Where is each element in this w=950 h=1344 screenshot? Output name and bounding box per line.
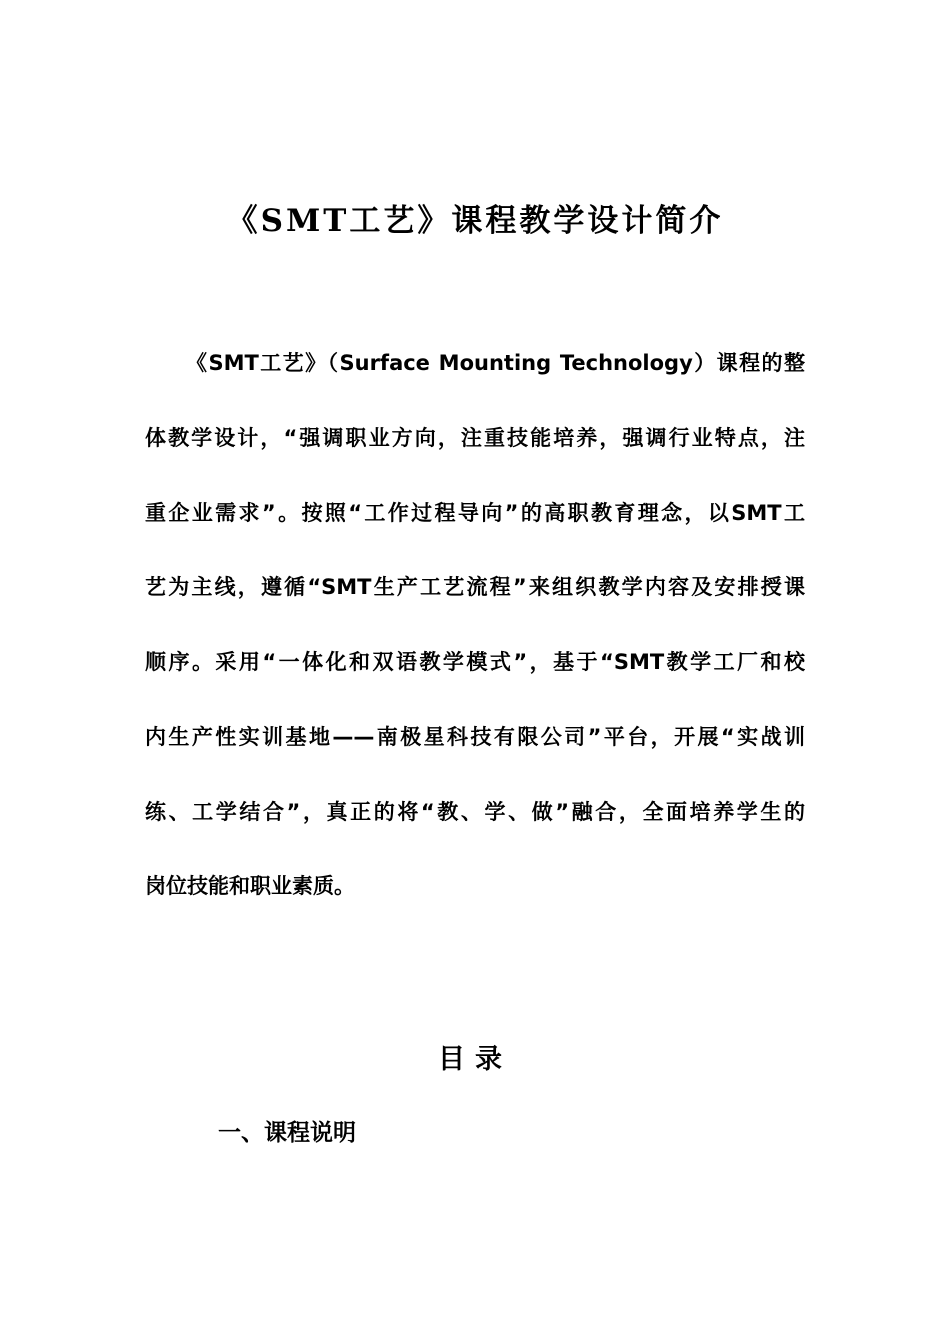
intro-line-8: 岗位技能和职业素质。 bbox=[145, 874, 355, 898]
intro-line-7: 练、工学结合”，真正的将“教、学、做”融合，全面培养学生的 bbox=[145, 800, 805, 824]
intro-line-3: 重企业需求”。按照“工作过程导向”的高职教育理念，以SMT工 bbox=[145, 501, 805, 525]
intro-line-2: 体教学设计，“强调职业方向，注重技能培养，强调行业特点，注 bbox=[145, 426, 805, 450]
intro-line-6: 内生产性实训基地——南极星科技有限公司”平台，开展“实战训 bbox=[145, 725, 805, 749]
intro-line-1: 《SMT工艺》（Surface Mounting Technology）课程的整 bbox=[186, 351, 805, 375]
toc-title: 目录 bbox=[438, 1044, 512, 1075]
intro-line-5: 顺序。采用“一体化和双语教学模式”，基于“SMT教学工厂和校 bbox=[145, 650, 805, 674]
document-title: 《SMT工艺》课程教学设计简介 bbox=[226, 203, 724, 239]
toc-item-course-description[interactable]: 一、课程说明 bbox=[218, 1120, 356, 1146]
intro-line-4: 艺为主线，遵循“SMT生产工艺流程”来组织教学内容及安排授课 bbox=[145, 575, 805, 599]
